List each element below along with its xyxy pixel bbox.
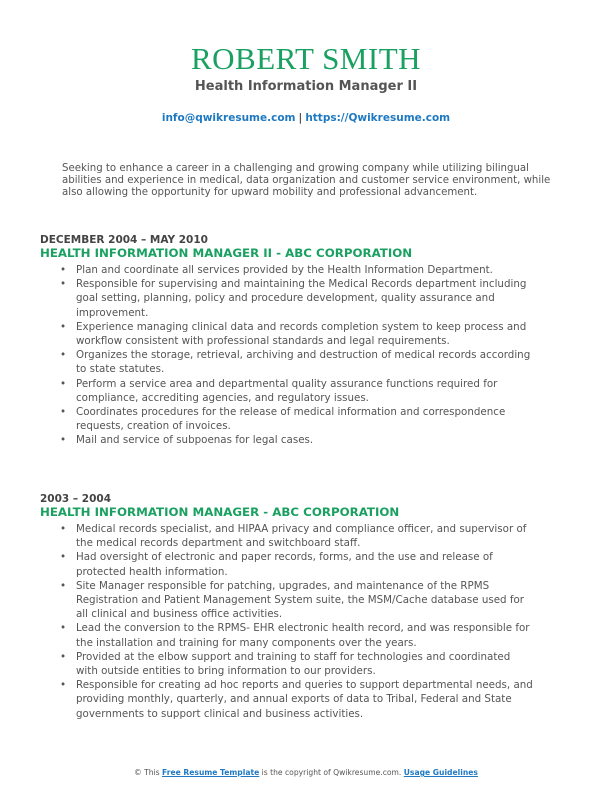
- contact-separator: |: [298, 112, 303, 124]
- job-dates: 2003 – 2004: [40, 493, 112, 505]
- list-item: • Organizes the storage, retrieval, archiving and destruction of medical records according to state statutes.: [60, 348, 535, 376]
- list-item: • Experience managing clinical data and records completion system to keep process and workflow consistent with professional standards and legal requirements.: [60, 320, 535, 348]
- list-item: • Mail and service of subpoenas for legal cases.: [60, 433, 535, 447]
- footer: [0, 768, 612, 778]
- list-item: • Responsible for creating ad hoc reports and queries to support departmental needs, and providing monthly, quarterly, and annual exports of data to Tribal, Federal and State governments to support clinical and business activities.: [60, 678, 535, 721]
- contact-line: [0, 111, 612, 125]
- list-item: • Coordinates procedures for the release of medical information and correspondence requests, creation of invoices.: [60, 405, 535, 433]
- list-item: • Lead the conversion to the RPMS- EHR electronic health record, and was responsible for the installation and training for many components over the years.: [60, 621, 535, 649]
- email-link[interactable]: info@qwikresume.com: [161, 112, 296, 124]
- list-item: • Provided at the elbow support and training to staff for technologies and coordinated with outside entities to bring information to our providers.: [60, 650, 535, 678]
- candidate-name: ROBERT SMITH: [190, 41, 422, 76]
- list-item: • Medical records specialist, and HIPAA privacy and compliance officer, and supervisor of the medical records department and switchboard staff.: [60, 522, 535, 550]
- candidate-title: Health Information Manager II: [194, 79, 418, 94]
- job-bullets: [60, 263, 535, 448]
- footer-prefix: © This: [134, 768, 160, 777]
- job-dates: DECEMBER 2004 – MAY 2010: [40, 234, 208, 246]
- job-role: HEALTH INFORMATION MANAGER II - ABC CORPORATION: [40, 246, 413, 260]
- list-item: • Perform a service area and departmental quality assurance functions required for compliance, accrediting agencies, and regulatory issues.: [60, 377, 535, 405]
- job-role: HEALTH INFORMATION MANAGER - ABC CORPORATION: [40, 505, 400, 519]
- footer-copyright: is the copyright of Qwikresume.com.: [261, 768, 402, 777]
- summary-paragraph: Seeking to enhance a career in a challenging and growing company while utilizing bilingual abilities and experience in medical, data organization and customer service environment, while also allowing the opportunity for upward mobility and professional advancement.: [62, 163, 551, 199]
- list-item: • Had oversight of electronic and paper records, forms, and the use and release of protected health information.: [60, 550, 535, 578]
- job-bullets: [60, 522, 535, 721]
- list-item: • Plan and coordinate all services provided by the Health Information Department.: [60, 263, 535, 277]
- list-item: • Site Manager responsible for patching, upgrades, and maintenance of the RPMS Registration and Patient Management System suite, the MSM/Cache database used for all clinical and business office activities.: [60, 579, 535, 622]
- website-link[interactable]: https://Qwikresume.com: [305, 112, 451, 124]
- free-resume-template-link[interactable]: Free Resume Template: [162, 768, 260, 777]
- list-item: • Responsible for supervising and maintaining the Medical Records department including goal setting, planning, policy and procedure development, quality assurance and improvement.: [60, 277, 535, 320]
- usage-guidelines-link[interactable]: Usage Guidelines: [403, 768, 478, 777]
